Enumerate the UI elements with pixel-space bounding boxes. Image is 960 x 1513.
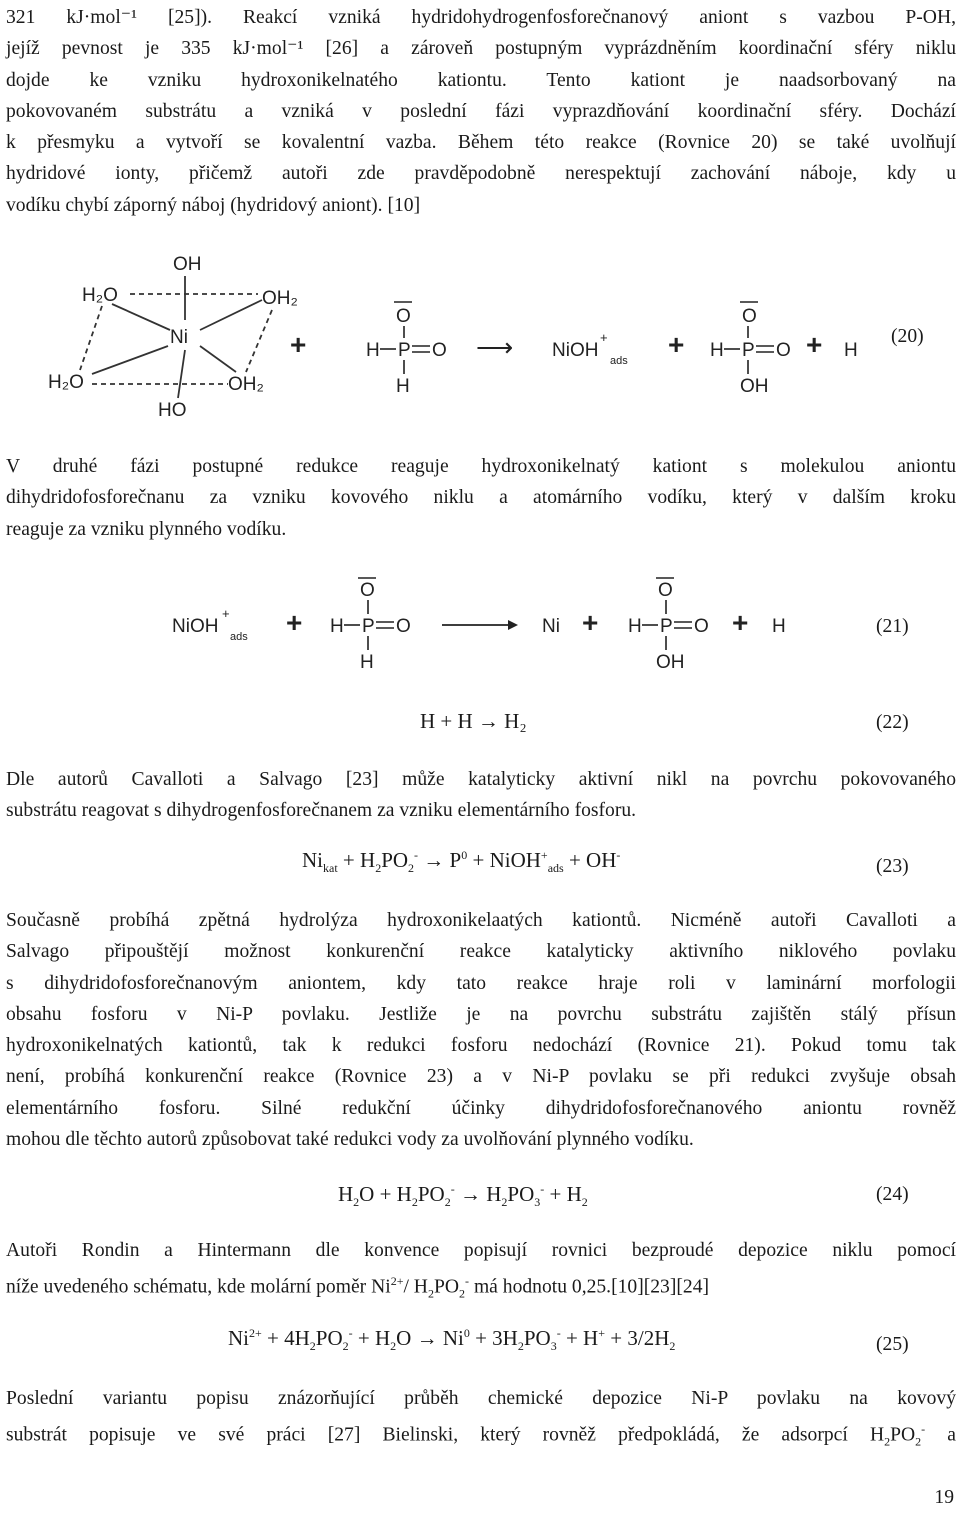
equation-22: H + H → H₂ xyxy=(420,709,527,733)
ligand-oh2: OH₂ xyxy=(262,288,298,309)
text-line: dihydridofosforečnanu za vzniku kovového niklu a atomárního vodíku, který v dalším kroku xyxy=(6,487,956,509)
svg-text:O: O xyxy=(742,306,757,327)
svg-text:O: O xyxy=(776,340,791,361)
svg-text:H: H xyxy=(330,616,344,637)
text-line: 321 kJ·mol⁻¹ [25]). Reakcí vzniká hydridohydrogenfosforečnanový aniont s vazbou P-OH, xyxy=(6,7,956,28)
svg-text:H: H xyxy=(628,616,642,637)
svg-text:NiOH: NiOH xyxy=(552,340,599,361)
svg-text:H: H xyxy=(360,652,374,673)
text-line: Dle autorů Cavalloti a Salvago [23] může katalyticky aktivní nikl na povrchu pokovovaného xyxy=(6,769,956,790)
equation-23: $Ni_{kat} + H_2PO_2^- \to P^0$ + NiOH+$_{ads}$ + OH- xyxy=(302,848,621,876)
svg-text:O: O xyxy=(432,340,447,361)
text-line: Poslední variantu popisu znázorňující průběh chemické depozice Ni-P povlaku na kovový xyxy=(6,1388,956,1409)
text-line: reaguje za vzniku plynného vodíku. xyxy=(6,518,287,540)
svg-text:O: O xyxy=(360,580,375,601)
text-line: vodíku chybí záporný náboj (hydridový aniont). [10] xyxy=(6,194,421,216)
text-line: Současně probíhá zpětná hydrolýza hydroxonikelaatých kationtů. Nicméně autoři Cavalloti a xyxy=(6,910,956,931)
plus-sign: + xyxy=(582,607,599,638)
hydrogen-atom: H xyxy=(772,616,786,637)
equation-number: (24) xyxy=(876,1184,909,1205)
plus-sign: + xyxy=(290,329,307,360)
page-number: 19 xyxy=(934,1487,954,1508)
svg-text:P: P xyxy=(660,616,673,637)
text-line: hydroxonikelnatých kationtů, tak k redukci fosforu nedochází (Rovnice 21). Pokud tomu tak xyxy=(6,1035,956,1057)
svg-text:P: P xyxy=(362,616,375,637)
text-line: mohou dle těchto autorů způsobovat také redukci vody za uvolňování plynného vodíku. xyxy=(6,1129,694,1151)
text-line: substrátu reagovat s dihydrogenfosforečnanem za vzniku elementárního fosforu. xyxy=(6,800,637,822)
equation-number: (25) xyxy=(876,1334,909,1355)
hydrogenphosphite-molecule xyxy=(710,302,791,397)
equation-number: (23) xyxy=(876,856,909,877)
ligand-oh: OH xyxy=(173,254,202,275)
ligand-oh2: OH₂ xyxy=(228,374,264,395)
svg-text:H: H xyxy=(366,340,380,361)
equation-24: $H_2O + H_2PO_2^- \to H_2PO_3^- + H_2$ xyxy=(338,1182,588,1210)
paragraph-3 xyxy=(6,764,956,827)
ligand-ho: HO xyxy=(158,400,187,421)
ligand-h2o: H₂O xyxy=(48,372,84,393)
equation-number: (20) xyxy=(891,326,924,347)
svg-text:O: O xyxy=(396,306,411,327)
equation-25: $Ni^{2+} + 4H_2PO_2^- + H_2O \to Ni^0 + 3H_2PO_3^- + H^+ + 3/2H_2$ xyxy=(228,1326,676,1354)
equation-number: (22) xyxy=(876,712,909,733)
svg-text:ads: ads xyxy=(230,631,248,643)
svg-text:OH: OH xyxy=(656,652,685,673)
text-line: jejíž pevnost je 335 kJ·mol⁻¹ [26] a zároveň postupným vyprázdněním koordinační sféry niklu xyxy=(6,38,956,60)
plus-sign: + xyxy=(806,329,823,360)
text-line: Autoři Rondin a Hintermann dle konvence popisují rovnici bezproudé depozice niklu pomocí xyxy=(6,1240,956,1261)
svg-text:+: + xyxy=(222,606,230,621)
svg-text:ads: ads xyxy=(610,355,628,367)
svg-text:O: O xyxy=(396,616,411,637)
text-line: Salvago připouštějí možnost konkurenční reakce katalyticky aktivního niklového povlaku xyxy=(6,941,956,963)
svg-text:H: H xyxy=(396,376,410,397)
svg-text:+: + xyxy=(600,330,608,345)
paragraph-1 xyxy=(6,2,956,221)
hypophosphite-molecule xyxy=(366,302,447,397)
text-line: hydridové ionty, přičemž autoři zde pravděpodobně nerespektují zachování náboje, kdy u xyxy=(6,163,956,185)
reaction-scheme-20 xyxy=(40,248,870,428)
text-line: elementárního fosforu. Silné redukční účinky dihydridofosforečnanového aniontu rovněž xyxy=(6,1097,956,1119)
text-line: V druhé fázi postupné redukce reaguje hydroxonikelnatý kationt s molekulou aniontu xyxy=(6,456,956,477)
text-line: není, probíhá konkurenční reakce (Rovnice 23) a v Ni-P povlaku se při redukci zvyšuje obsah xyxy=(6,1066,956,1088)
svg-text:O: O xyxy=(658,580,673,601)
svg-text:P: P xyxy=(742,340,755,361)
svg-text:O: O xyxy=(694,616,709,637)
paragraph-5 xyxy=(6,1235,956,1310)
text-line: dojde ke vzniku hydroxonikelnatého kationtu. Tento kationt je naadsorbovaný na xyxy=(6,69,956,91)
plus-sign: + xyxy=(286,607,303,638)
paragraph-4 xyxy=(6,905,956,1155)
text-line: obsahu fosforu v Ni-P povlaku. Jestliže je na povrchu substrátu zajištěn stálý přísun xyxy=(6,1003,956,1025)
plus-sign: + xyxy=(732,607,749,638)
paragraph-2 xyxy=(6,451,956,545)
svg-text:H: H xyxy=(710,340,724,361)
text-line: s dihydridofosforečnanovým aniontem, kdy tato reakce hraje roli v laminární morfologii xyxy=(6,972,956,994)
plus-sign: + xyxy=(668,329,685,360)
text-line: substrát popisuje ve své práci [27] Bielinski, který rovněž předpokládá, že adsorpcí $H_2PO_2^-$ a xyxy=(6,1422,956,1449)
nioh-cation xyxy=(172,606,248,643)
svg-text:NiOH: NiOH xyxy=(172,616,219,637)
nickel-atom: Ni xyxy=(542,616,560,637)
text-line: níže uvedeného schématu, kde molární poměr $Ni^{2+}/$ $H_2PO_2^-$ má hodnotu 0,25.[10][23][24] xyxy=(6,1274,710,1301)
hypophosphite-molecule xyxy=(330,578,411,673)
svg-text:OH: OH xyxy=(740,376,769,397)
reaction-arrow: ⟶ xyxy=(476,332,514,362)
nickel-atom: Ni xyxy=(170,327,188,348)
text-line: k přesmyku a vytvoří se kovalentní vazba. Během této reakce (Rovnice 20) se také uvolňují xyxy=(6,132,956,154)
equation-number: (21) xyxy=(876,616,909,637)
paragraph-6 xyxy=(6,1383,956,1458)
text-line: pokovovaném substrátu a vzniká v poslední fázi vyprazdňování koordinační sféry. Dochází xyxy=(6,100,956,122)
hydrogen-atom: H xyxy=(844,340,858,361)
ligand-h2o: H₂O xyxy=(82,285,118,306)
nioh-cation xyxy=(552,330,628,367)
svg-text:P: P xyxy=(398,340,411,361)
reaction-scheme-21 xyxy=(170,570,810,680)
hydrogenphosphite-molecule xyxy=(628,578,709,673)
